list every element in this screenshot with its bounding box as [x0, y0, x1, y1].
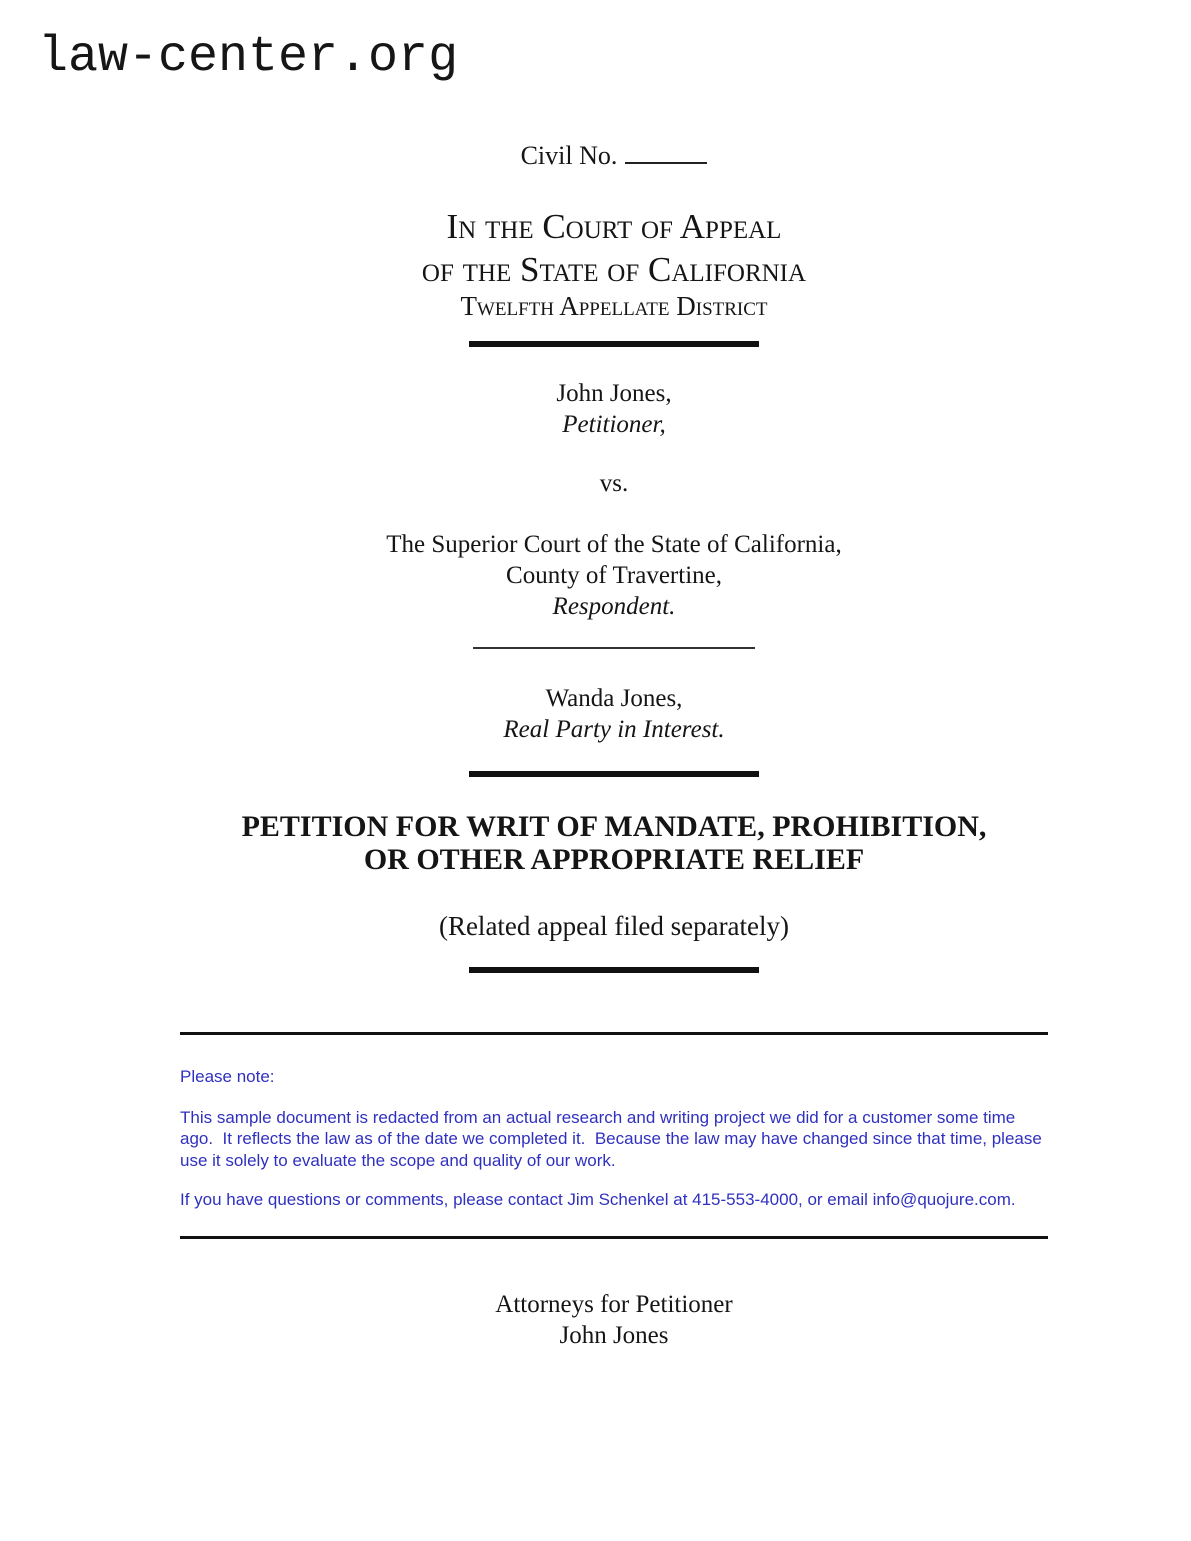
respondent-name-line1: The Superior Court of the State of California, — [386, 531, 842, 558]
attorneys-block — [180, 1289, 1048, 1351]
petition-title-line2: OR OTHER APPROPRIATE RELIEF — [363, 843, 865, 876]
notice-section — [180, 1066, 1048, 1211]
attorneys-line2: John Jones — [559, 1321, 669, 1349]
civil-no-line — [180, 138, 1048, 172]
petitioner-role: Petitioner, — [562, 411, 666, 438]
document-body — [180, 0, 1048, 1351]
petition-title — [180, 810, 1048, 876]
court-district: Twelfth Appellate District — [460, 291, 768, 321]
court-name-line2: of the State of California — [421, 250, 807, 289]
notice-body: This sample document is redacted from an actual research and writing project we did for a customer some time ago. It reflects the law as of the date we completed it. Because the law may have changed since that time, please use it solely to evaluate the scope and quality of our work. — [180, 1107, 1047, 1170]
respondent-role: Respondent. — [552, 593, 676, 620]
notice-contact: If you have questions or comments, please contact Jim Schenkel at 415-553-4000, or email info@quojure.com. — [180, 1190, 1016, 1209]
site-logo: law-center.org — [38, 29, 459, 86]
court-name-line1: In the Court of Appeal — [446, 207, 782, 246]
attorneys-line1: Attorneys for Petitioner — [495, 1290, 733, 1318]
notice-divider-bottom — [180, 1236, 1048, 1239]
real-party-role: Real Party in Interest. — [503, 716, 725, 743]
court-heading — [180, 205, 1048, 322]
divider-thick-middle — [469, 771, 759, 777]
petitioner-name: John Jones, — [556, 380, 672, 407]
respondent-name-line2: County of Travertine, — [506, 562, 722, 589]
real-party-block — [180, 683, 1048, 745]
petition-title-line1: PETITION FOR WRIT OF MANDATE, PROHIBITION, — [241, 810, 987, 843]
notice-label: Please note: — [180, 1067, 275, 1086]
divider-thick-top — [469, 341, 759, 347]
respondent-block — [180, 529, 1048, 622]
versus-label: vs. — [599, 470, 629, 497]
civil-no-label: Civil No. — [520, 141, 618, 170]
civil-no-blank — [625, 138, 707, 164]
divider-thin — [473, 647, 755, 649]
related-appeal-note: (Related appeal filed separately) — [438, 911, 790, 941]
divider-thick-bottom — [469, 967, 759, 973]
notice-divider-top — [180, 1032, 1048, 1035]
petitioner-block — [180, 378, 1048, 440]
real-party-name: Wanda Jones, — [545, 685, 683, 712]
